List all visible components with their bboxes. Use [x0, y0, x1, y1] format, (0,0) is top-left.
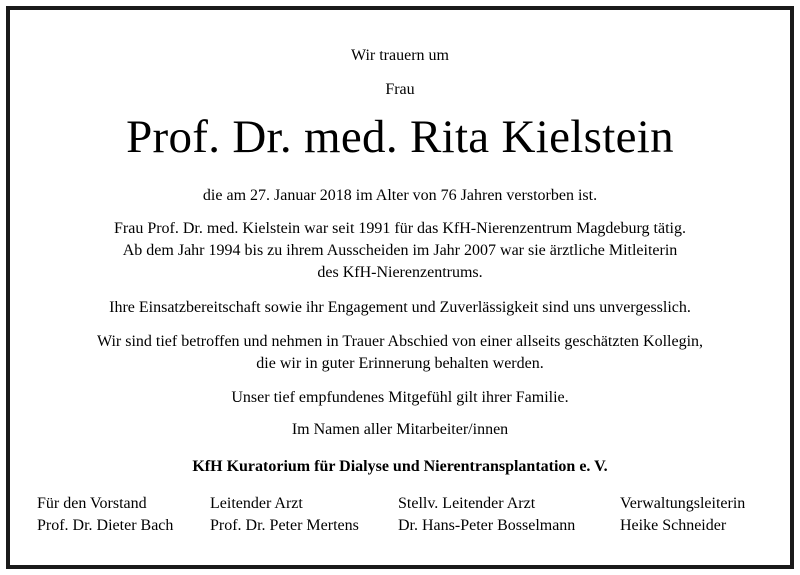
farewell-line-1: Wir sind tief betroffen und nehmen in Trauer Abschied von einer allseits geschätzten Kollegin,	[96, 333, 704, 350]
signatory-role: Für den Vorstand	[37, 495, 147, 512]
salutation-text: Frau	[385, 81, 415, 98]
signatory-role: Stellv. Leitender Arzt	[398, 495, 536, 512]
signatory-chief-physician	[210, 493, 359, 537]
intro-text: Wir trauern um	[351, 47, 449, 64]
organization-name: KfH Kuratorium für Dialyse und Nierentransplantation e. V.	[192, 458, 608, 475]
death-notice-line: die am 27. Januar 2018 im Alter von 76 Jahren verstorben ist.	[202, 187, 598, 204]
deceased-name: Prof. Dr. med. Rita Kielstein	[126, 111, 674, 163]
signatory-name: Dr. Hans-Peter Bosselmann	[398, 517, 576, 534]
signatory-deputy-physician	[398, 493, 575, 537]
career-line-3: des KfH-Nierenzentrums.	[317, 264, 483, 281]
career-line-1: Frau Prof. Dr. med. Kielstein war seit 1991 für das KfH-Nierenzentrum Magdeburg tätig.	[113, 220, 686, 237]
obituary-frame	[6, 6, 794, 569]
farewell-line-2: die wir in guter Erinnerung behalten werden.	[256, 355, 544, 372]
signatory-board	[37, 493, 173, 537]
career-line-2: Ab dem Jahr 1994 bis zu ihrem Ausscheiden im Jahr 2007 war sie ärztliche Mitleiterin	[122, 242, 678, 259]
signatory-role: Verwaltungsleiterin	[620, 495, 746, 512]
signatory-name: Heike Schneider	[620, 517, 727, 534]
signatory-name: Prof. Dr. Peter Mertens	[210, 517, 359, 534]
tribute-text: Ihre Einsatzbereitschaft sowie ihr Engagement und Zuverlässigkeit sind uns unvergesslich.	[109, 299, 691, 316]
on-behalf-text: Im Namen aller Mitarbeiter/innen	[291, 421, 509, 438]
signatory-role: Leitender Arzt	[210, 495, 303, 512]
signatory-name: Prof. Dr. Dieter Bach	[37, 517, 174, 534]
condolence-text: Unser tief empfundenes Mitgefühl gilt ihrer Familie.	[231, 389, 569, 406]
signatory-administration	[620, 493, 745, 537]
